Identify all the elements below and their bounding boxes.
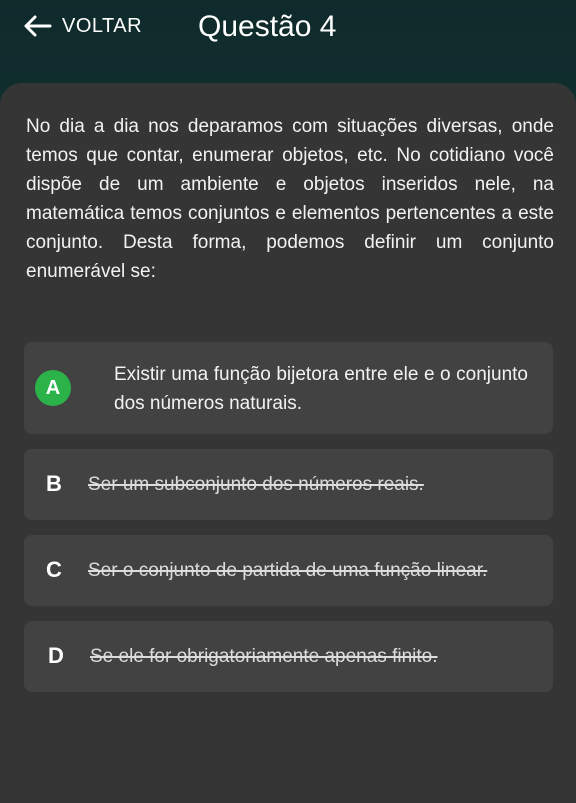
back-button[interactable] bbox=[22, 8, 142, 44]
page-title: Questão 4 bbox=[198, 10, 337, 43]
option-c[interactable] bbox=[24, 535, 553, 606]
option-a-selected-badge: A bbox=[35, 370, 71, 406]
header bbox=[0, 0, 576, 80]
option-a[interactable] bbox=[24, 342, 553, 434]
option-d-letter: D bbox=[48, 643, 64, 668]
option-b[interactable] bbox=[24, 449, 553, 520]
question-text: No dia a dia nos deparamos com situações diversas, onde temos que contar, enumerar objetos, etc. No cotidiano você dispõe de um ambiente e objetos inseridos nele, na matemática temos conjuntos e elementos pertencentes a este conjunto. Desta forma, podemos definir um conjunto enumerável se: bbox=[26, 116, 554, 282]
option-d[interactable] bbox=[24, 621, 553, 692]
option-c-letter: C bbox=[46, 557, 62, 582]
back-label: VOLTAR bbox=[62, 14, 143, 37]
option-b-text: Ser um subconjunto dos números reais. bbox=[88, 474, 424, 495]
option-b-letter: B bbox=[46, 471, 62, 496]
option-d-text: Se ele for obrigatoriamente apenas finito. bbox=[90, 646, 438, 667]
option-a-text: Existir uma função bijetora entre ele e o conjunto dos números naturais. bbox=[114, 364, 528, 414]
option-c-text: Ser o conjunto de partida de uma função linear. bbox=[88, 560, 488, 581]
arrow-left-icon bbox=[22, 14, 52, 38]
